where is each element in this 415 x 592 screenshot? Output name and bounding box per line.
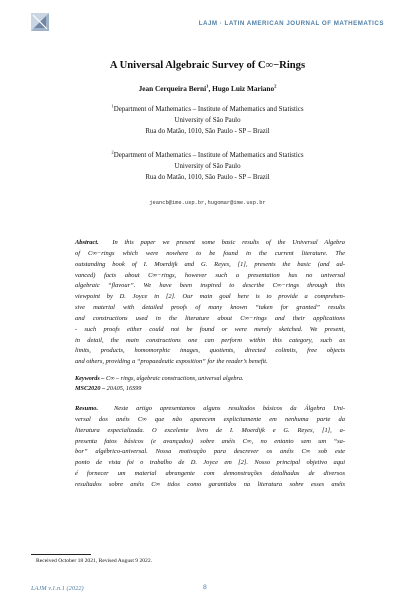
affiliation-marker: 2 <box>274 83 277 89</box>
affiliation-line: Rua do Matão, 1010, São Paulo - SP – Brazil <box>145 127 270 135</box>
abstract-label: Abstract. <box>75 239 99 246</box>
resumo-line: bor” algébrico-universal. Nossa motivação para descrever os anéis C∞ sob este <box>75 448 345 456</box>
msc-label: MSC2020 – <box>75 385 106 392</box>
resumo-line: literatura especializada. O excelente livro de I. Moerdijk e G. Reyes, [1], a- <box>75 426 345 434</box>
author-separator: , <box>208 84 213 93</box>
author-name: Jean Cerqueira Berni <box>138 84 207 93</box>
affiliation-marker: 1 <box>111 103 114 109</box>
journal-name: LAJM · LATIN AMERICAN JOURNAL OF MATHEMATICS <box>198 20 384 27</box>
resumo-line: presenta fatos básicos (e avançados) sobre anéis C∞, no entanto sem um “sa- <box>75 437 345 445</box>
resumo-label: Resumo. <box>75 405 99 412</box>
paper-title: A Universal Algebraic Survey of C∞−Rings <box>109 60 306 71</box>
msc-codes <box>75 384 345 394</box>
footnote-rule <box>31 554 91 555</box>
resumo-line: ponto de vista foi o trabalho de D. Joyce em [2]. Nosso principal objetivo aqui <box>75 459 345 467</box>
abstract-line: limits, products, homomorphic images, quotients, directed colimits, free objects <box>75 347 345 355</box>
affiliation-marker: 1 <box>206 83 209 89</box>
abstract-line: sive material with detailed proofs of many known “taken for granted” results <box>75 304 345 312</box>
page-header <box>0 0 415 40</box>
abstract-text: In this paper we present some basic results of the Universal Algebra <box>112 239 345 246</box>
resumo-text: Neste artigo apresentamos alguns resultados básicos da Álgebra Uni- <box>113 405 346 412</box>
journal-issue: LAJM v.1.n.1 (2022) <box>31 585 84 592</box>
abstract-line: outstanding book of I. Moerdijk and G. Reyes, [1], presents the basic (and ad- <box>75 260 345 268</box>
affiliation-line: Department of Mathematics – Institute of Mathematics and Statistics <box>113 106 304 113</box>
resumo-line: resultados sobre anéis C∞ tidos como garantidos na literatura sobre esses anéis <box>75 480 345 488</box>
author-list <box>0 84 415 93</box>
affiliation-line: Rua do Matão, 1010, São Paulo - SP – Brazil <box>145 173 270 181</box>
abstract-line: and others, providing a “propaedeutic exposition” for the reader’s benefit. <box>75 358 268 366</box>
keywords <box>75 374 345 384</box>
abstract-line: viewpoint by D. Joyce in [2]. Our main goal here is to provide a comprehen- <box>75 293 345 301</box>
affiliation-1 <box>0 105 415 137</box>
keywords-label: Keywords – <box>75 375 105 382</box>
affiliation-line: University of São Paulo <box>174 162 241 170</box>
author-name: Hugo Luiz Mariano <box>212 84 275 93</box>
journal-logo-icon <box>31 13 49 31</box>
abstract-line <box>75 238 345 249</box>
affiliation-line: University of São Paulo <box>174 116 241 124</box>
keywords-text: C∞ – rings, algebraic constructions, universal algebra. <box>104 375 244 382</box>
resumo-line: versal dos anéis C∞ que não aparecem explicitamente em nenhuma parte da <box>75 415 345 423</box>
msc-text: 20A05, 16S99 <box>105 385 142 392</box>
abstract-line: algebraic “flavour”. We have been inspired to describe C∞−rings through this <box>75 282 345 290</box>
page-number: 8 <box>203 584 207 591</box>
affiliation-marker: 2 <box>111 149 114 155</box>
abstract <box>75 238 345 368</box>
abstract-line: vanced) facts about C∞−rings, however such a presentation has no universal <box>75 271 345 279</box>
abstract-line: and constructions used in the literature about C∞−rings and their applications <box>75 314 345 322</box>
resumo <box>75 404 345 491</box>
affiliation-line: Department of Mathematics – Institute of Mathematics and Statistics <box>113 152 304 159</box>
received-note: Received October 18 2021, Revised August 9 2022. <box>36 558 153 564</box>
resumo-line <box>75 404 345 415</box>
resumo-line: é fornecer um material abrangente com demonstrações detalhadas de diversos <box>75 470 345 478</box>
affiliation-2 <box>0 151 415 183</box>
abstract-line: - such proofs either could not be found or were merely sketched. We present, <box>75 325 345 333</box>
abstract-line: of C∞−rings which were nowhere to be found in the current literature. The <box>75 249 345 257</box>
author-emails: jeancb@ime.usp.br,hugomar@ime.usp.br <box>149 200 266 206</box>
abstract-line: in detail, the main constructions one can perform within this category, such as <box>75 336 345 344</box>
